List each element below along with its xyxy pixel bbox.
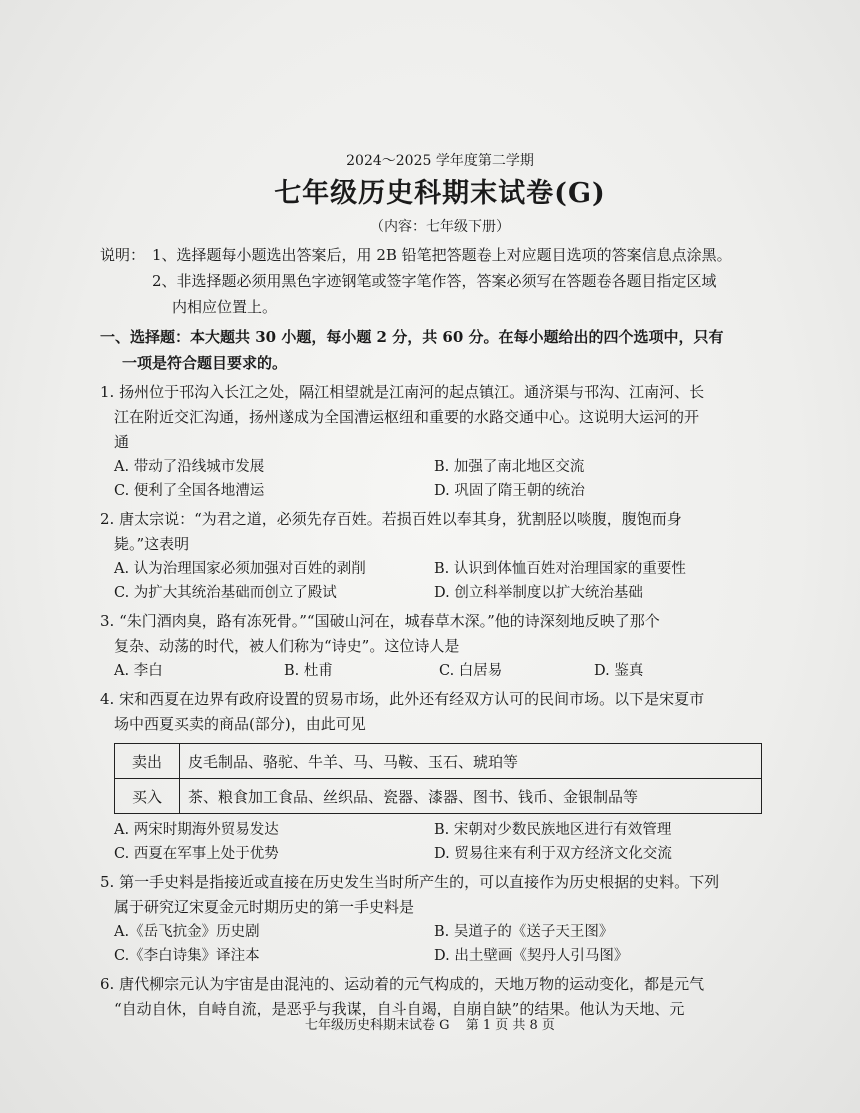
table-row (115, 779, 762, 814)
question-text: 毙。”这表明 (114, 535, 190, 553)
options (100, 920, 780, 968)
question-text: 6. 唐代柳宗元认为宇宙是由混沌的、运动着的元气构成的，天地万物的运动变化，都是元气 (100, 975, 705, 993)
option-c: C. 为扩大其统治基础而创立了殿试 (114, 585, 337, 601)
section-heading: 一、选择题：本大题共 30 小题，每小题 2 分，共 60 分。在每小题给出的四个选项中，只有 (100, 328, 724, 346)
options (100, 818, 780, 866)
question-1 (100, 380, 780, 503)
question-text: 江在附近交汇沟通，扬州遂成为全国漕运枢纽和重要的水路交通中心。这说明大运河的开 (114, 408, 700, 426)
page-number: 第 1 页 共 8 页 (465, 1018, 555, 1033)
question-text: 3. “朱门酒肉臭，路有冻死骨。”“国破山河在，城春草木深。”他的诗深刻地反映了那个 (100, 612, 660, 630)
exam-content (100, 150, 780, 1022)
option-b: B. 认识到体恤百姓对治理国家的重要性 (434, 561, 686, 577)
question-text: 2. 唐太宗说：“为君之道，必须先存百姓。若损百姓以奉其身，犹割胫以啖腹，腹饱而身 (100, 510, 682, 528)
option-d: D. 巩固了隋王朝的统治 (434, 483, 585, 499)
page-title: 七年级历史科期末试卷(G) (274, 178, 606, 209)
option-c: C. 白居易 (439, 663, 503, 679)
instruction-2: 2、非选择题必须用黑色字迹钢笔或签字笔作答，答案必须写在答题卷各题目指定区域 (152, 272, 717, 290)
option-a: A. 认为治理国家必须加强对百姓的剥削 (114, 561, 366, 577)
option-b: B. 宋朝对少数民族地区进行有效管理 (434, 822, 672, 838)
question-text: 复杂、动荡的时代，被人们称为“诗史”。这位诗人是 (114, 637, 460, 655)
question-text: “自动自休，自峙自流，是恶乎与我谋，自斗自竭，自崩自缺”的结果。他认为天地、元 (114, 1000, 685, 1018)
term-line: 2024～2025 学年度第二学期 (346, 153, 534, 169)
instruction-1: 1、选择题每小题选出答案后，用 2B 铅笔把答题卷上对应题目选项的答案信息点涂黑。 (152, 246, 732, 264)
question-2 (100, 507, 780, 605)
question-text: 1. 扬州位于邗沟入长江之处，隔江相望就是江南河的起点镇江。通济渠与邗沟、江南河、长 (100, 383, 705, 401)
option-a: A. 李白 (114, 663, 163, 679)
question-3 (100, 609, 780, 683)
scope-line: （内容：七年级下册） (370, 219, 510, 235)
question-text: 属于研究辽宋夏金元时期历史的第一手史料是 (114, 898, 415, 916)
option-b: B. 杜甫 (284, 663, 333, 679)
table-cell-sell-items: 皮毛制品、骆驼、牛羊、马、马鞍、玉石、琥珀等 (180, 744, 762, 779)
instruction-2-cont: 内相应位置上。 (172, 298, 278, 316)
option-a: A.《岳飞抗金》历史剧 (114, 924, 260, 940)
question-text: 5. 第一手史料是指接近或直接在历史发生当时所产生的，可以直接作为历史根据的史料。下列 (100, 873, 720, 891)
option-c: C. 西夏在军事上处于优势 (114, 846, 279, 862)
footer-title: 七年级历史科期末试卷 G (305, 1018, 450, 1033)
option-c: C. 便利了全国各地漕运 (114, 483, 265, 499)
instructions-label: 说明： (100, 246, 146, 264)
options (100, 455, 780, 503)
question-text: 4. 宋和西夏在边界有政府设置的贸易市场，此外还有经双方认可的民间市场。以下是宋夏市 (100, 690, 705, 708)
section-heading-cont: 一项是符合题目要求的。 (122, 354, 288, 372)
option-a: A. 带动了沿线城市发展 (114, 459, 265, 475)
table-cell-buy-label: 买入 (115, 779, 180, 814)
instructions (100, 242, 780, 268)
trade-table (114, 743, 762, 814)
table-row (115, 744, 762, 779)
option-b: B. 吴道子的《送子天王图》 (434, 924, 614, 940)
option-b: B. 加强了南北地区交流 (434, 459, 585, 475)
question-4 (100, 687, 780, 866)
options (100, 557, 780, 605)
options (100, 659, 780, 683)
question-text: 场中西夏买卖的商品(部分)，由此可见 (114, 715, 366, 733)
table-cell-buy-items: 茶、粮食加工食品、丝织品、瓷器、漆器、图书、钱币、金银制品等 (180, 779, 762, 814)
option-d: D. 贸易往来有利于双方经济文化交流 (434, 846, 672, 862)
table-cell-sell-label: 卖出 (115, 744, 180, 779)
option-c: C.《李白诗集》译注本 (114, 948, 260, 964)
question-text: 通 (114, 433, 130, 451)
option-d: D. 鉴真 (594, 663, 644, 679)
question-5 (100, 870, 780, 968)
option-d: D. 创立科举制度以扩大统治基础 (434, 585, 643, 601)
page-footer (0, 1014, 860, 1033)
option-d: D. 出土壁画《契丹人引马图》 (434, 948, 629, 964)
option-a: A. 两宋时期海外贸易发达 (114, 822, 279, 838)
